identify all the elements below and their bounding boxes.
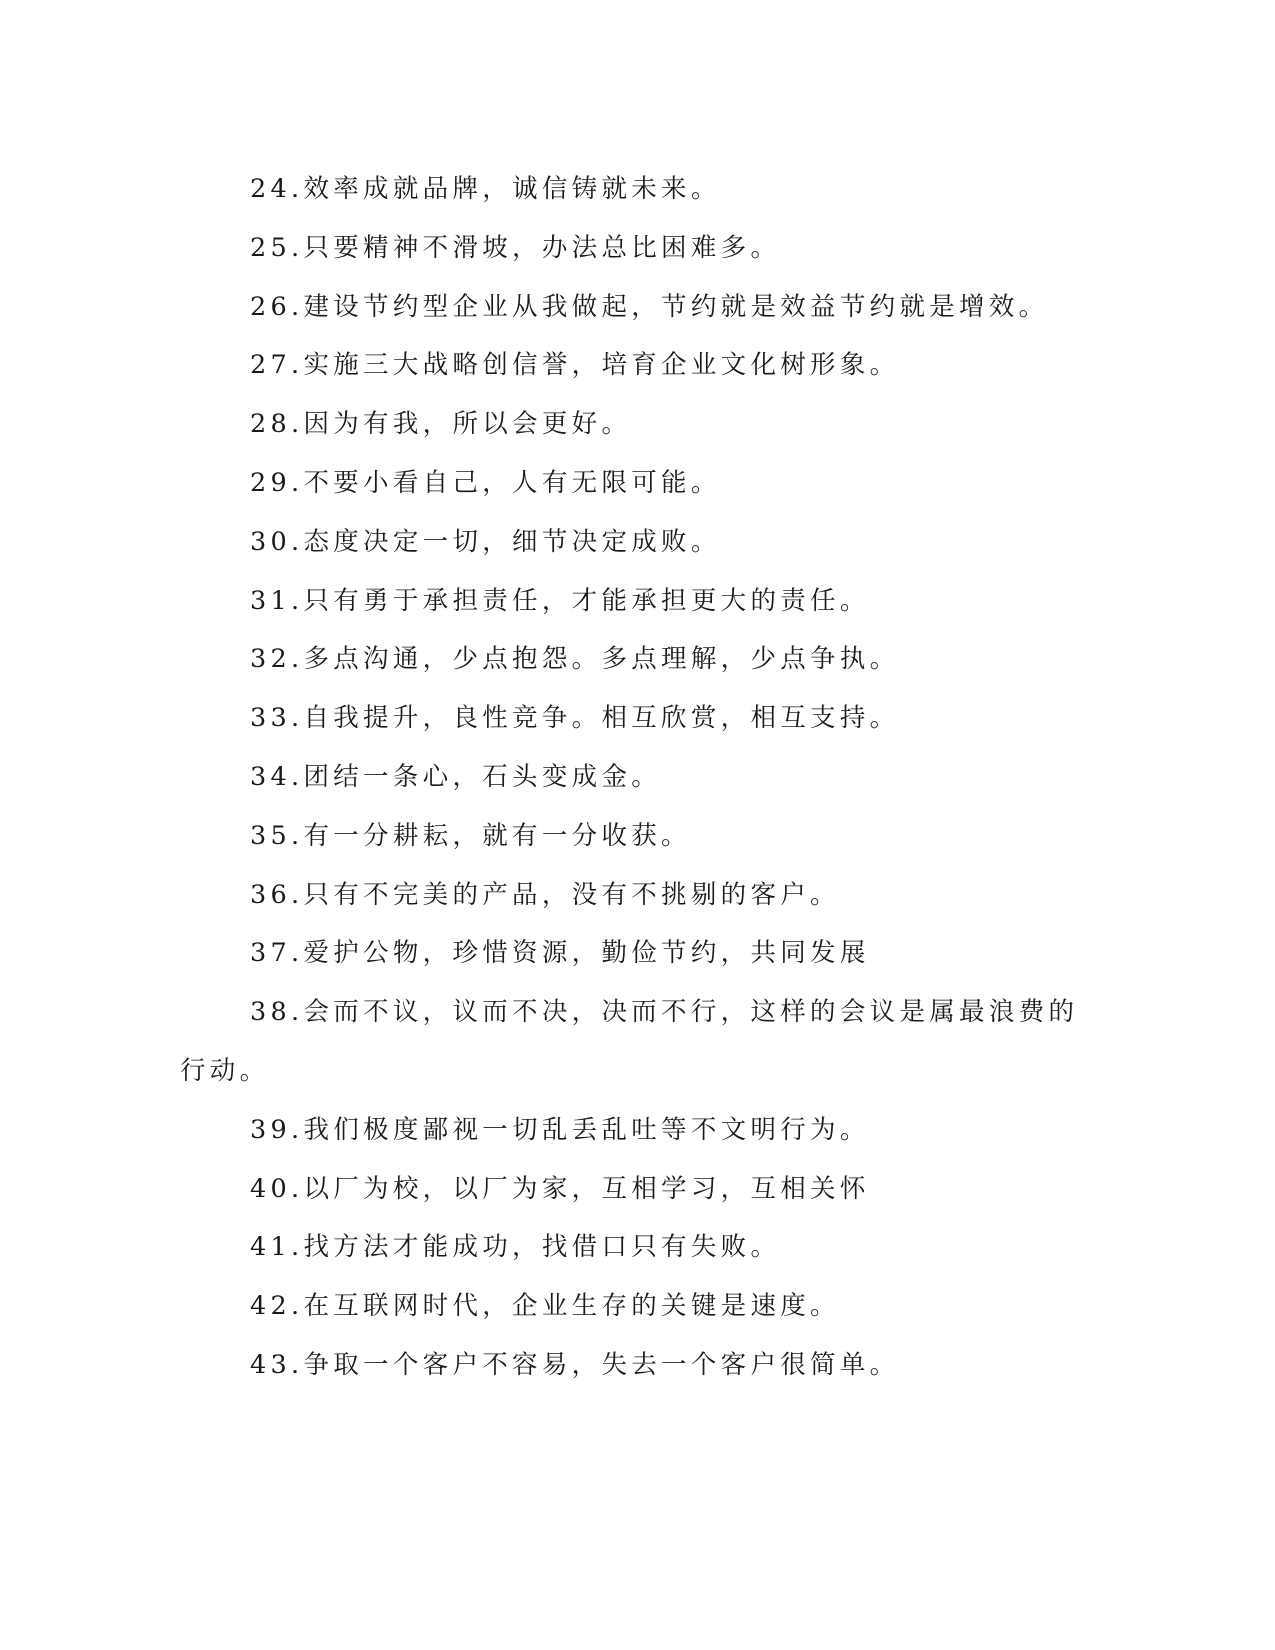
paragraph: 30.态度决定一切，细节决定成败。 xyxy=(250,526,721,557)
paragraph: 28.因为有我，所以会更好。 xyxy=(250,409,632,440)
paragraph: 42.在互联网时代，企业生存的关键是速度。 xyxy=(250,1291,840,1322)
paragraph: 32.多点沟通，少点抱怨。多点理解，少点争执。 xyxy=(250,644,900,675)
paragraph: 26.建设节约型企业从我做起，节约就是效益节约就是增效。 xyxy=(250,291,1049,322)
paragraph: 39.我们极度鄙视一切乱丢乱吐等不文明行为。 xyxy=(250,1114,870,1145)
paragraph: 29.不要小看自己，人有无限可能。 xyxy=(250,467,721,498)
paragraph: 34.团结一条心，石头变成金。 xyxy=(250,761,662,792)
paragraph: 33.自我提升，良性竞争。相互欣赏，相互支持。 xyxy=(250,703,900,734)
paragraph: 37.爱护公物，珍惜资源，勤俭节约，共同发展 xyxy=(250,938,870,969)
paragraph: 40.以厂为校，以厂为家，互相学习，互相关怀 xyxy=(250,1173,870,1204)
paragraph: 24.效率成就品牌，诚信铸就未来。 xyxy=(250,174,721,204)
paragraph: 38.会而不议，议而不决，决而不行，这样的会议是属最浪费的行动。 xyxy=(180,997,1079,1086)
paragraph: 27.实施三大战略创信誉，培育企业文化树形象。 xyxy=(250,350,900,381)
paragraph: 25.只要精神不滑坡，办法总比困难多。 xyxy=(250,232,781,263)
paragraph: 31.只有勇于承担责任，才能承担更大的责任。 xyxy=(250,585,870,616)
document-body xyxy=(180,160,1080,1395)
paragraph: 43.争取一个客户不容易，失去一个客户很简单。 xyxy=(250,1349,900,1380)
paragraph: 36.只有不完美的产品，没有不挑剔的客户。 xyxy=(250,879,840,910)
paragraph: 35.有一分耕耘，就有一分收获。 xyxy=(250,820,691,851)
paragraph: 41.找方法才能成功，找借口只有失败。 xyxy=(250,1232,781,1263)
